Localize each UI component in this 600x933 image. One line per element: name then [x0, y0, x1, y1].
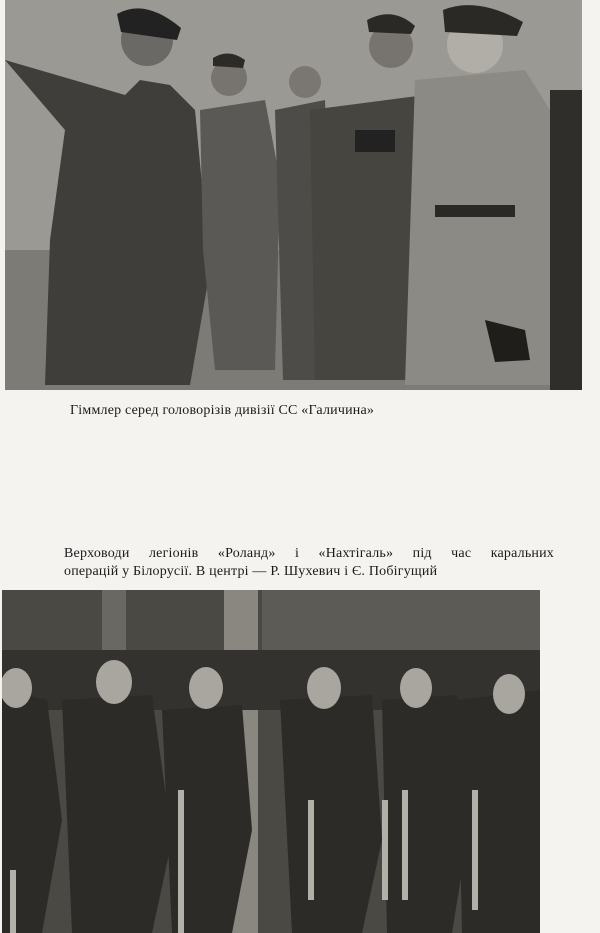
bottom-photo-caption-line-1: Верховоди легіонів «Роланд» і «Нахтігаль» під час каральних	[64, 546, 554, 561]
bottom-photo-caption	[64, 545, 554, 581]
top-photo	[5, 0, 582, 390]
bottom-photo-caption-line-2: операцій у Білорусії. В центрі — Р. Шухевич і Є. Побігущий	[64, 564, 438, 579]
meeting-photo-image	[2, 590, 540, 933]
top-photo-caption: Гіммлер серед головорізів дивізії СС «Галичина»	[70, 403, 375, 418]
bottom-photo	[2, 590, 540, 933]
soldiers-photo-image	[5, 0, 582, 390]
